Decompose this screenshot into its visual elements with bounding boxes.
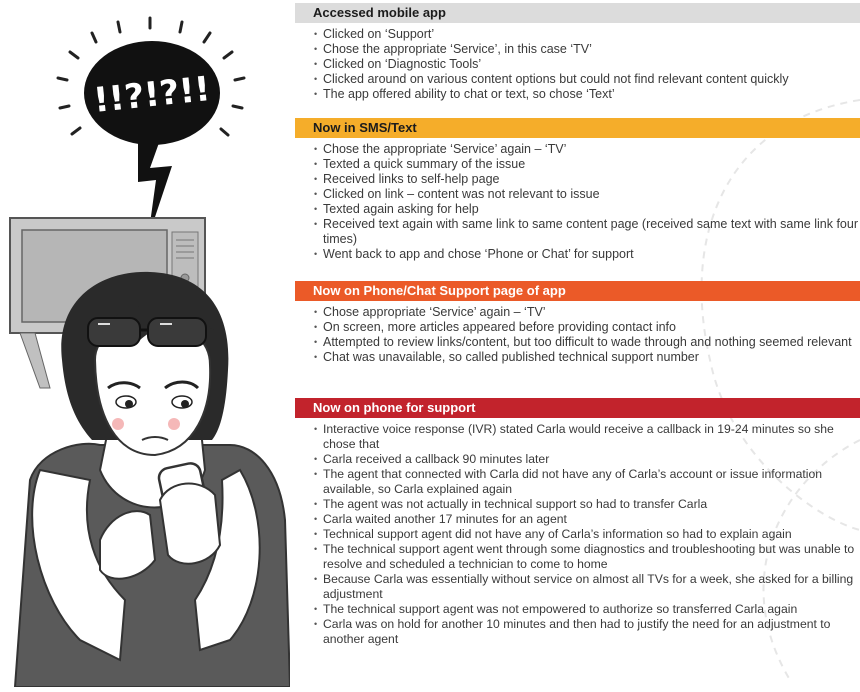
list-item: • Carla received a callback 90 minutes later	[313, 452, 860, 467]
step-list	[295, 422, 860, 647]
section-accessed-mobile-app	[295, 3, 860, 102]
list-item: • Technical support agent did not have any of Carla’s information so had to explain again	[313, 527, 860, 542]
list-item: • Chat was unavailable, so called published technical support number	[313, 350, 860, 365]
list-item: • Chose the appropriate ‘Service’ again – ‘TV’	[313, 142, 860, 157]
section-sms-text	[295, 118, 860, 262]
list-item: • Went back to app and chose ‘Phone or Chat’ for support	[313, 247, 860, 262]
list-item: • Carla was on hold for another 10 minutes and then had to justify the need for an adjustment to another agent	[313, 617, 860, 647]
step-list	[295, 305, 860, 365]
list-item: • Interactive voice response (IVR) stated Carla would receive a callback in 19-24 minutes so she chose that	[313, 422, 860, 452]
section-phone-chat-support-page	[295, 281, 860, 365]
section-header: Now in SMS/Text	[295, 118, 860, 138]
list-item: • The technical support agent went through some diagnostics and troubleshooting but was unable to resolve and scheduled a technician to come to home	[313, 542, 860, 572]
list-item: • The app offered ability to chat or text, so chose ‘Text’	[313, 87, 860, 102]
section-header: Now on Phone/Chat Support page of app	[295, 281, 860, 301]
list-item: • On screen, more articles appeared before providing contact info	[313, 320, 860, 335]
list-item: • Chose the appropriate ‘Service’, in this case ‘TV’	[313, 42, 860, 57]
bubble-symbols: !!?!?!!	[91, 69, 213, 122]
list-item: • The agent was not actually in technical support so had to transfer Carla	[313, 497, 860, 512]
frustrated-woman-illustration	[0, 0, 290, 687]
list-item: • The technical support agent was not empowered to authorize so transferred Carla again	[313, 602, 860, 617]
list-item: • Because Carla was essentially without service on almost all TVs for a week, she asked for a billing adjustment	[313, 572, 860, 602]
list-item: • Received links to self-help page	[313, 172, 860, 187]
list-item: • Chose appropriate ‘Service’ again – ‘TV’	[313, 305, 860, 320]
section-phone-support	[295, 398, 860, 647]
section-header: Accessed mobile app	[295, 3, 860, 23]
list-item: • Clicked on ‘Diagnostic Tools’	[313, 57, 860, 72]
section-header: Now on phone for support	[295, 398, 860, 418]
step-list	[295, 27, 860, 102]
list-item: • Carla waited another 17 minutes for an agent	[313, 512, 860, 527]
hand-right	[160, 484, 220, 564]
list-item: • Clicked on ‘Support’	[313, 27, 860, 42]
list-item: • Attempted to review links/content, but too difficult to wade through and nothing seemed relevant	[313, 335, 860, 350]
list-item: • Clicked on link – content was not relevant to issue	[313, 187, 860, 202]
list-item: • Clicked around on various content options but could not find relevant content quickly	[313, 72, 860, 87]
step-list	[295, 142, 860, 262]
list-item: • Texted a quick summary of the issue	[313, 157, 860, 172]
list-item: • The agent that connected with Carla did not have any of Carla’s account or issue information available, so Carla explained again	[313, 467, 860, 497]
list-item: • Texted again asking for help	[313, 202, 860, 217]
list-item: • Received text again with same link to same content page (received same text with same link four times)	[313, 217, 860, 247]
